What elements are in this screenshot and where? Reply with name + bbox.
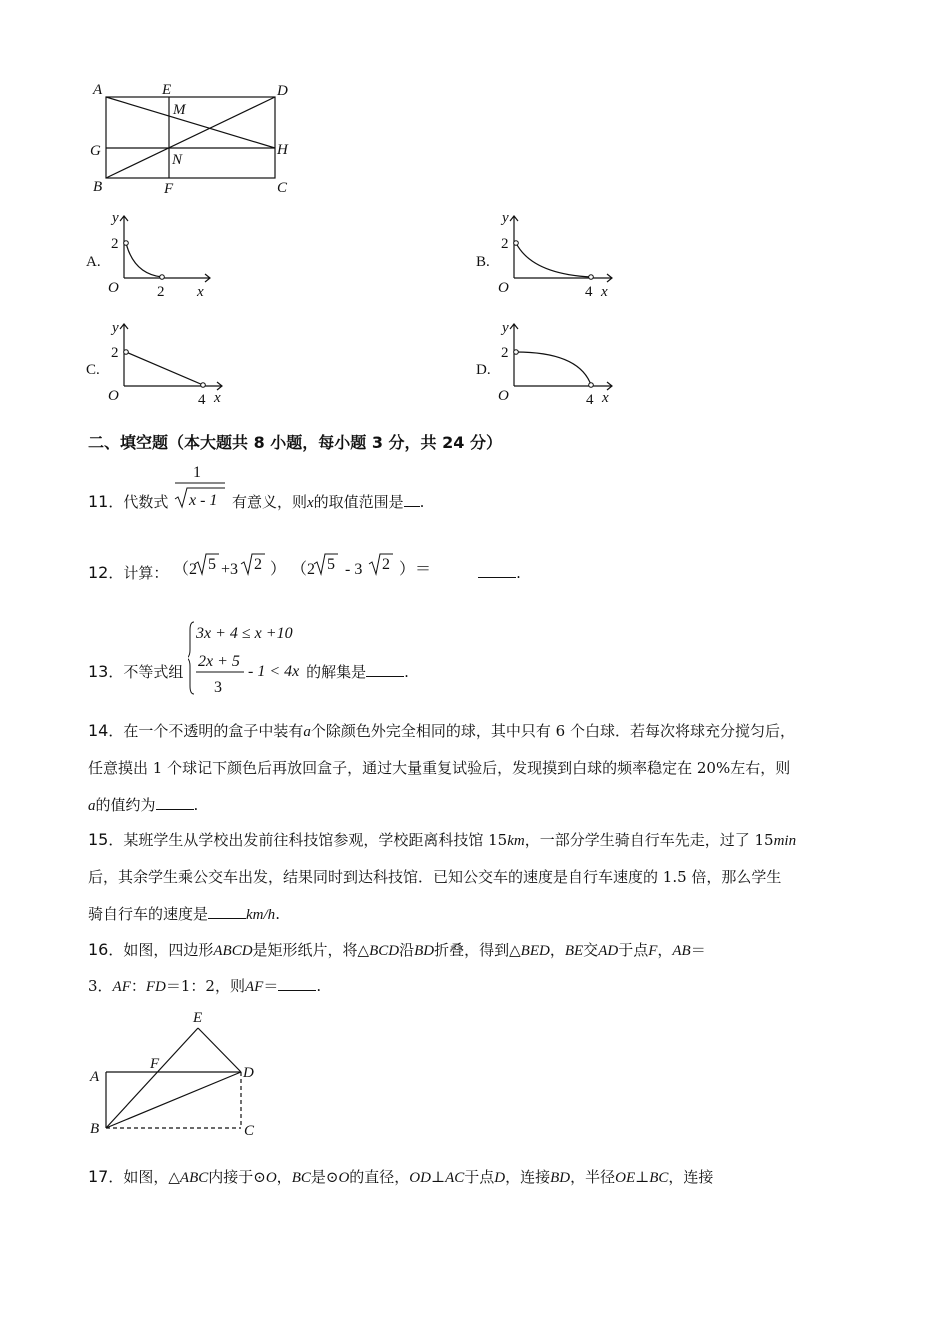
option-c-letter: C.	[86, 362, 100, 378]
q17-bc2: BC	[649, 1170, 669, 1186]
q17-t9: ，半径	[570, 1168, 616, 1186]
q17-abc: ABC	[179, 1170, 209, 1186]
label-b: B	[90, 1121, 100, 1137]
line-c	[126, 352, 203, 385]
q11-text-c: 的取值范围是	[313, 493, 404, 511]
frac-numerator: 1	[193, 464, 202, 481]
q11-text-a: ．代数式	[108, 493, 169, 511]
q16-abcd: ABCD	[213, 943, 253, 959]
sqrt2-b: 2	[382, 556, 391, 573]
q13-end: .	[404, 663, 409, 681]
close-1: ）	[270, 561, 287, 578]
question-15-line-2: 后，其余学生乘公交车出发，结果同时到达科技馆．已知公交车的速度是自行车速度的 1.5 倍，那么学生	[88, 868, 782, 886]
question-number: 16	[88, 940, 109, 959]
y-label: y	[112, 320, 119, 336]
x-tick: 4	[585, 284, 593, 300]
q16-fd: FD	[145, 979, 166, 995]
q15-line1-a: ．某班学生从学校出发前往科技馆参观，学校距离科技馆 15	[108, 831, 508, 849]
q15-line3-a: 骑自行车的速度是	[88, 905, 209, 923]
label-d: D	[277, 83, 288, 99]
q16-ad: AD	[598, 943, 619, 959]
question-number: 13	[88, 662, 109, 681]
y-tick: 2	[501, 236, 509, 252]
q12-end: .	[516, 564, 521, 582]
section-title: 二、填空题（本大题共 8 小题，每小题 3 分，共 24 分）	[88, 433, 502, 452]
q16-t12: ＝1：2，则	[165, 977, 245, 995]
minus-three: - 3	[345, 561, 363, 578]
y-tick: 2	[501, 345, 509, 361]
open-point-y	[514, 241, 519, 246]
label-c: C	[277, 180, 288, 196]
label-m: M	[173, 102, 186, 118]
question-13	[88, 625, 409, 698]
q16-bcd: BCD	[369, 943, 400, 959]
origin-label: O	[108, 388, 119, 404]
frac-numerator: 2x + 5	[198, 653, 241, 670]
y-label: y	[502, 210, 509, 226]
q11-var: x	[306, 495, 314, 511]
q16-f: F	[648, 943, 658, 959]
label-c: C	[244, 1123, 255, 1139]
q16-t6: 交	[583, 941, 599, 959]
rectangle-figure	[86, 78, 301, 198]
open-point-y	[514, 350, 519, 355]
q14-line3-b: 的值约为	[95, 796, 156, 814]
open-point-x	[201, 383, 206, 388]
y-label: y	[112, 210, 119, 226]
label-e: E	[162, 82, 172, 98]
q17-o2: O	[338, 1170, 350, 1186]
question-16-line-1	[88, 940, 706, 961]
q11-text-b: 有意义，则	[231, 493, 307, 511]
open-point-x	[160, 275, 165, 280]
x-label: x	[601, 284, 608, 300]
label-f: F	[164, 181, 174, 197]
answer-blank[interactable]	[404, 492, 420, 507]
origin-label: O	[498, 280, 509, 296]
label-b: B	[93, 179, 103, 195]
curve-b	[516, 243, 591, 277]
curve-d	[516, 352, 591, 385]
question-number: 11	[88, 492, 109, 511]
x-tick: 4	[586, 392, 594, 408]
q16-t4: 折叠，得到△	[434, 941, 521, 959]
q17-t3: ，	[276, 1168, 292, 1186]
unit-kmh: km/h	[246, 907, 276, 923]
label-d: D	[243, 1065, 254, 1081]
label-f: F	[150, 1056, 160, 1072]
q16-bd: BD	[414, 943, 435, 959]
q17-oe: OE	[615, 1170, 636, 1186]
segment-bd	[106, 1072, 241, 1128]
y-tick: 2	[111, 345, 119, 361]
q16-t11: ：	[130, 977, 146, 995]
q17-t1: ．如图，△	[108, 1168, 180, 1186]
question-number: 17	[88, 1167, 109, 1186]
label-a: A	[90, 1069, 100, 1085]
q17-t8: ，连接	[505, 1168, 551, 1186]
q16-t10: 3．	[88, 977, 113, 995]
q16-bed: BED	[520, 943, 550, 959]
q17-t6: ⊥	[430, 1168, 446, 1186]
label-e: E	[193, 1010, 203, 1026]
open-point-x	[589, 383, 594, 388]
label-g: G	[90, 143, 101, 159]
unit-km: km	[507, 833, 525, 849]
q14-line1-a: ．在一个不透明的盒子中装有	[108, 722, 304, 740]
q16-t7: 于点	[618, 941, 649, 959]
option-c-graph	[104, 316, 234, 408]
q16-t8: ，	[657, 941, 673, 959]
q17-bd: BD	[550, 1170, 571, 1186]
option-a-letter: A.	[86, 254, 101, 270]
inequality-1: 3x + 4 ≤ x +10	[196, 625, 293, 642]
question-15-line-1	[88, 830, 796, 851]
q17-bc: BC	[291, 1170, 311, 1186]
q17-t2: 内接于⊙	[208, 1168, 266, 1186]
unit-min: min	[773, 833, 797, 849]
answer-blank[interactable]	[208, 904, 246, 919]
x-label: x	[197, 284, 204, 300]
q16-t3: 沿	[399, 941, 415, 959]
q14-var: a	[303, 724, 311, 740]
question-number: 15	[88, 830, 109, 849]
q17-t11: ，连接	[668, 1168, 714, 1186]
option-d-graph	[494, 316, 624, 408]
q15-line1-b: ，一部分学生骑自行车先走，过了 15	[524, 831, 774, 849]
open-point-y	[124, 241, 129, 246]
q11-fraction	[173, 461, 227, 513]
x-tick: 2	[157, 284, 165, 300]
segment-be	[106, 1028, 198, 1128]
answer-blank[interactable]	[156, 795, 194, 810]
q12-text-a: ．计算：	[108, 564, 169, 582]
question-14-line-1	[88, 721, 795, 742]
option-d-letter: D.	[476, 362, 491, 378]
q17-t4: 是⊙	[310, 1168, 339, 1186]
q16-end: .	[316, 977, 322, 995]
q17-od: OD	[409, 1170, 431, 1186]
q17-o1: O	[265, 1170, 277, 1186]
q16-t5: ，	[549, 941, 565, 959]
q13-inequality-system	[188, 618, 306, 698]
open-point-y	[124, 350, 129, 355]
question-number: 12	[88, 563, 109, 582]
q14-line1-b: 个除颜色外完全相同的球，其中只有 6 个白球．若每次将球充分搅匀后，	[310, 722, 795, 740]
question-14-line-2: 任意摸出 1 个球记下颜色后再放回盒子，通过大量重复试验后，发现摸到白球的频率稳定在 20%左右，则	[88, 759, 791, 777]
sqrt5-b: 5	[327, 556, 336, 573]
q16-be: BE	[564, 943, 584, 959]
q17-t5: 的直径，	[349, 1168, 410, 1186]
x-label: x	[602, 390, 609, 406]
segment-ah	[106, 97, 275, 148]
x-tick: 4	[198, 392, 206, 408]
q17-d: D	[494, 1170, 506, 1186]
q13-text-b: 的解集是	[306, 663, 367, 681]
curve-a	[126, 243, 162, 277]
question-11	[88, 464, 425, 513]
question-number: 14	[88, 721, 109, 740]
q17-ac: AC	[445, 1170, 465, 1186]
label-n: N	[172, 152, 183, 168]
q15-end: .	[275, 905, 280, 923]
expr1-a: （2	[173, 561, 198, 578]
option-b-letter: B.	[476, 254, 490, 270]
answer-blank[interactable]	[278, 976, 316, 991]
option-b-graph	[494, 208, 624, 300]
segment-ed	[198, 1028, 241, 1072]
q16-t13: ＝	[263, 977, 279, 995]
radicand: x - 1	[189, 492, 218, 509]
q11-end: .	[419, 493, 425, 511]
option-a-graph	[104, 208, 224, 300]
q16-t2: 是矩形纸片，将△	[252, 941, 370, 959]
y-tick: 2	[111, 236, 119, 252]
q16-t9: ＝	[690, 941, 706, 959]
sqrt5-a: 5	[208, 556, 217, 573]
x-label: x	[214, 390, 221, 406]
q17-t7: 于点	[464, 1168, 495, 1186]
question-17-line-1	[88, 1167, 713, 1188]
answer-blank[interactable]	[478, 563, 516, 578]
q16-ab: AB	[672, 943, 691, 959]
question-14-line-3	[88, 795, 198, 816]
inequality-2-rest: - 1 < 4x	[248, 663, 300, 680]
close-2: ）＝	[399, 561, 432, 578]
question-12	[88, 556, 521, 583]
q14-end: .	[193, 796, 199, 814]
question-16-line-2	[88, 976, 321, 997]
fold-figure	[86, 1004, 266, 1144]
segment-bd	[106, 97, 275, 178]
q16-t1: ．如图，四边形	[108, 941, 214, 959]
question-15-line-3	[88, 904, 280, 925]
plus-three: +3	[221, 561, 239, 578]
y-label: y	[502, 320, 509, 336]
q12-expression	[173, 552, 478, 582]
answer-blank[interactable]	[366, 662, 404, 677]
q16-af: AF	[112, 979, 131, 995]
label-a: A	[93, 82, 103, 98]
sqrt2-a: 2	[254, 556, 263, 573]
label-h: H	[277, 142, 288, 158]
q17-t10: ⊥	[635, 1168, 650, 1186]
frac-denominator: 3	[214, 679, 223, 696]
open-point-x	[589, 275, 594, 280]
q13-text-a: ．不等式组	[108, 663, 184, 681]
origin-label: O	[498, 388, 509, 404]
q14-var: a	[88, 798, 96, 814]
q16-af2: AF	[244, 979, 264, 995]
origin-label: O	[108, 280, 119, 296]
expr2-a: （2	[291, 561, 316, 578]
